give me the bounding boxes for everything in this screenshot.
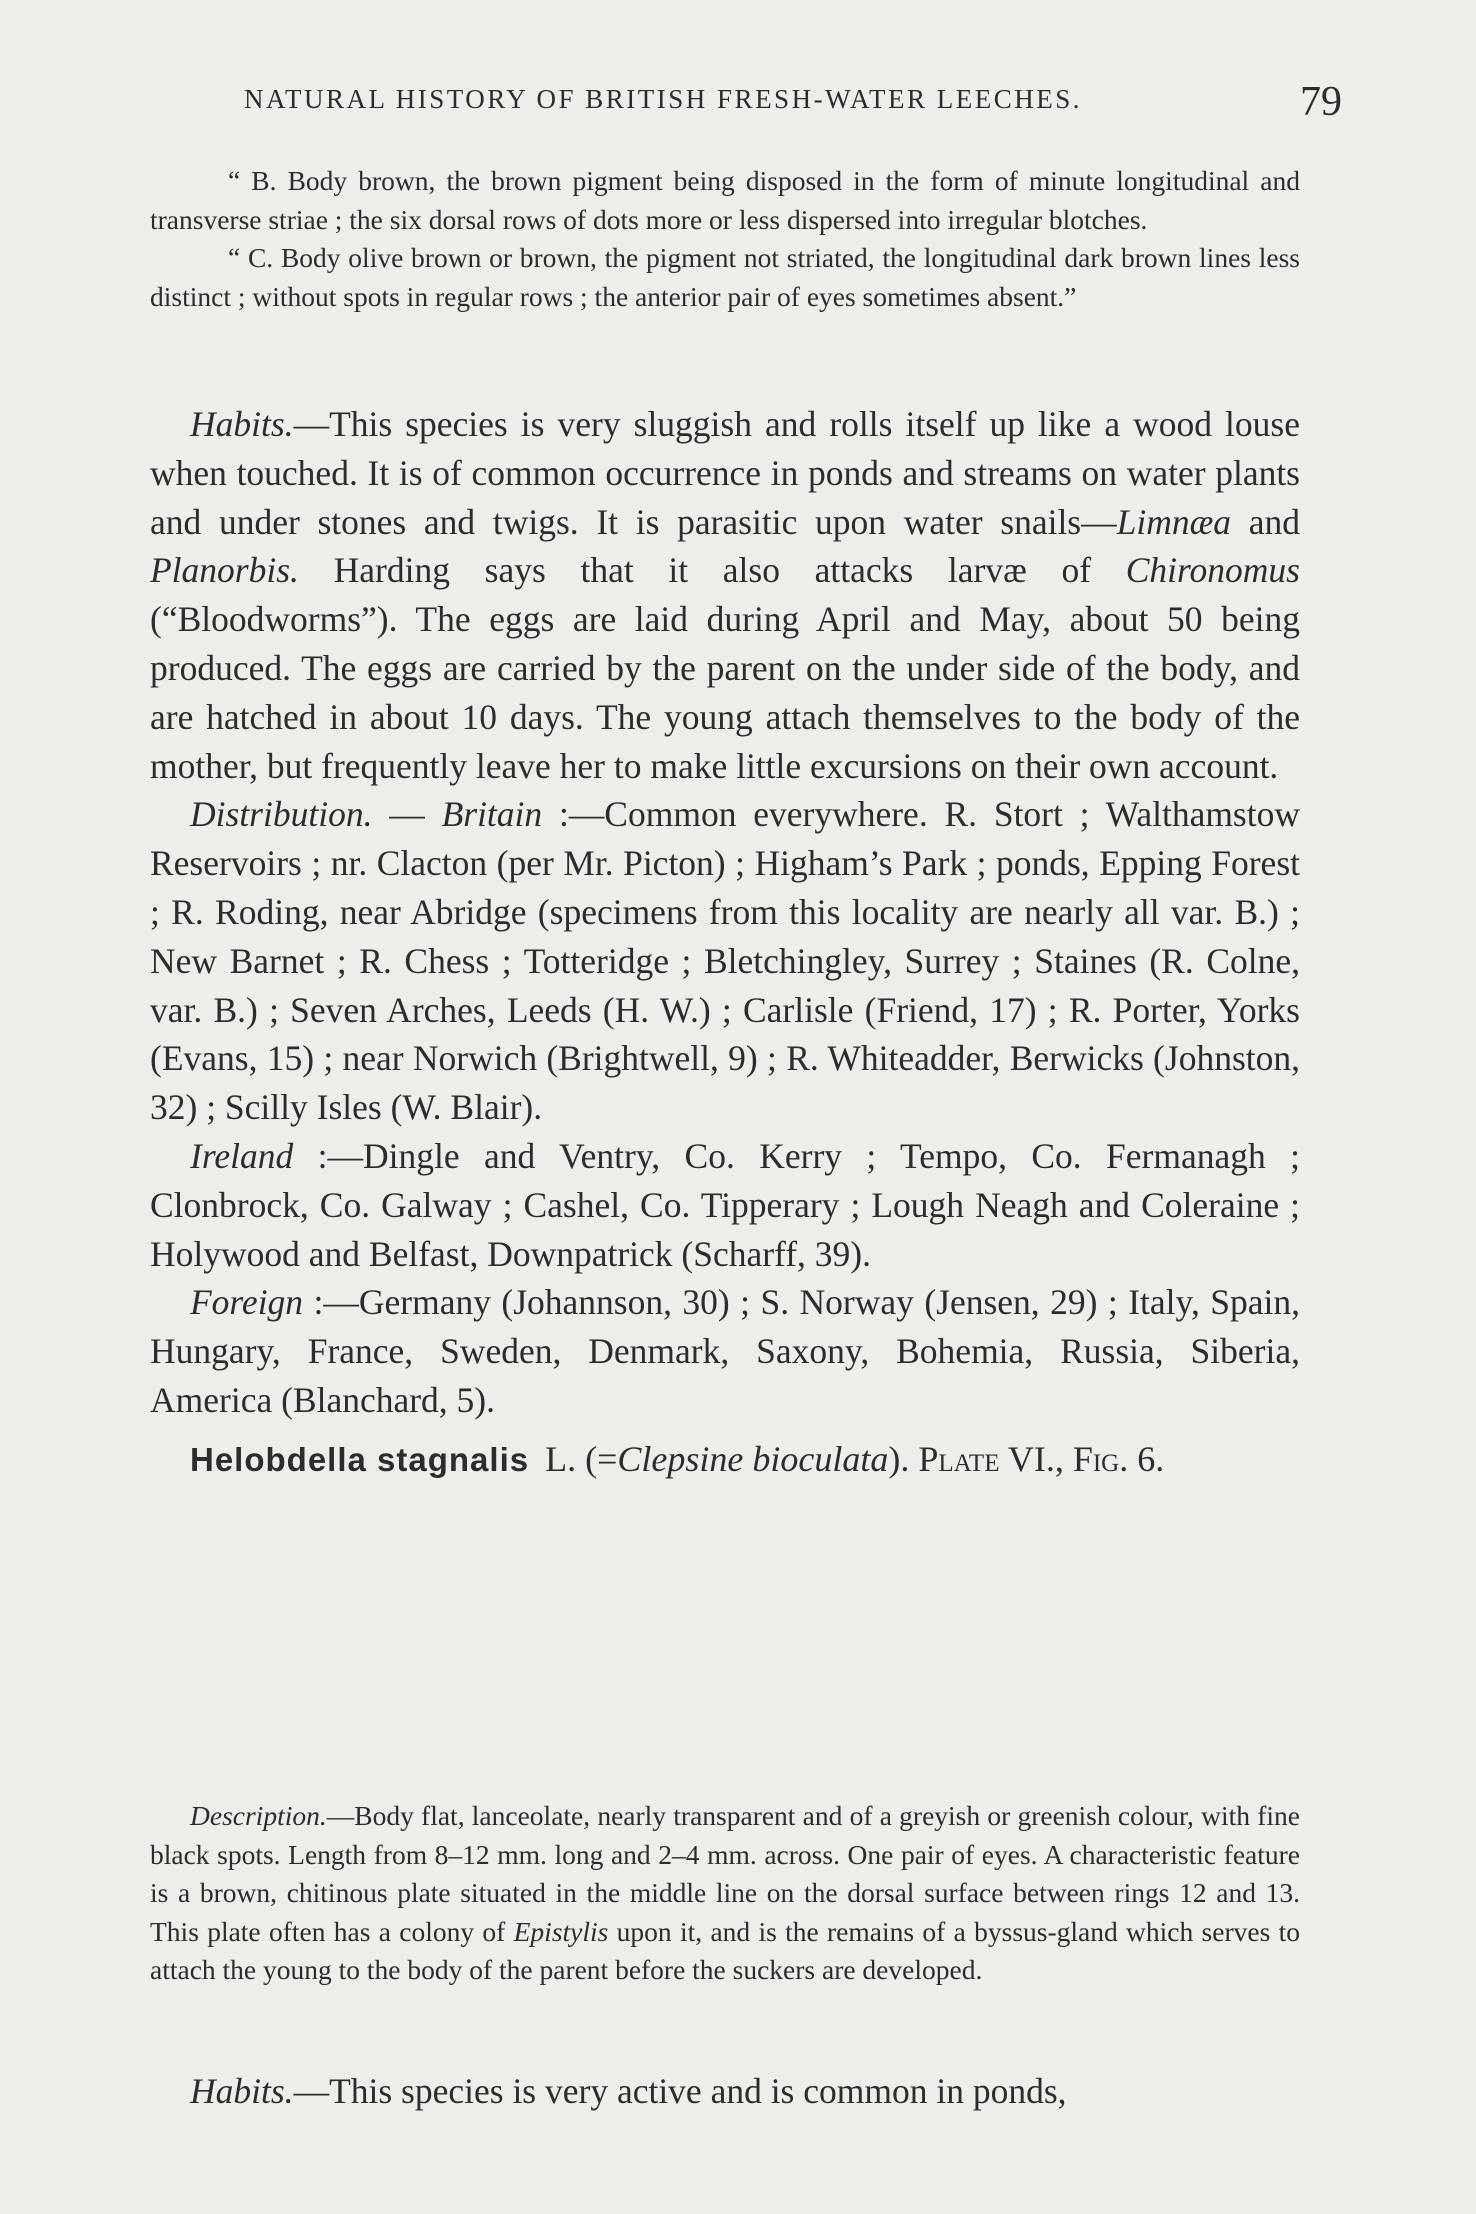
habits2-paragraph: Habits.—This species is very active and is common in ponds, [190,2071,1067,2111]
running-title: NATURAL HISTORY OF BRITISH FRESH-WATER LEECHES. [244,84,1083,114]
variety-c: “ C. Body olive brown or brown, the pigment not striated, the longitudinal dark brown lines less distinct ; without spots in regular rows ; the anterior pair of eyes sometimes absent.” [150,242,1300,312]
spacer [150,1425,1300,1434]
foreign-label: Foreign [190,1282,304,1323]
habits2-section [150,2067,1300,2116]
variety-b: “ B. Body brown, the brown pigment being disposed in the form of minute longitudinal and transverse striae ; the six dorsal rows of dots more or less dispersed into irregular blotches. [150,165,1300,235]
habits-label: Habits. [190,404,294,444]
description-label: Description. [190,1800,327,1831]
britain-label: Britain [441,794,543,835]
varieties-quote [150,162,1300,316]
main-text [150,400,1300,1485]
description-section [150,1797,1300,1990]
distribution-britain: Distribution. — Britain :—Common everywhere. R. Stort ; Walthamstow Reservoirs ; nr. Clacton (per Mr. Picton) ; Higham’s Park ; ponds, Epping Forest ; R. Roding, near Abridge (specimens from this locality are nearly all var. B.) ; New Barnet ; R. Chess ; Totteridge ; Bletchingley, Surrey ; Staines (R. Colne, var. B.) ; Seven Arches, Leeds (H. W.) ; Carlisle (Friend, 17) ; R. Porter, Yorks (Evans, 15) ; near Norwich (Brightwell, 9) ; R. Whiteadder, Berwicks (Johnston, 32) ; Scilly Isles (W. Blair). [150,794,1300,1128]
ireland-label: Ireland [190,1135,294,1176]
species-name: Helobdella stagnalis [190,1440,530,1478]
distribution-ireland: Ireland :—Dingle and Ventry, Co. Kerry ; Tempo, Co. Fermanagh ; Clonbrock, Co. Galway ; Cashel, Co. Tipperary ; Lough Neagh and Coleraine ; Holywood and Belfast, Downpatrick (Scharff, 39). [150,1135,1300,1274]
habits2-label: Habits. [190,2071,294,2111]
page-number: 79 [1300,79,1342,125]
running-header [244,79,1342,134]
plate-reference: Plate VI., Fig. 6. [918,1438,1165,1479]
description-paragraph: Description.—Body flat, lanceolate, nearly transparent and of a greyish or greenish colour, with fine black spots. Length from 8–12 mm. long and 2–4 mm. across. One pair of eyes. A characteristic feature is a brown, chitinous plate situated in the middle line on the dorsal surface between rings 12 and 13. This plate often has a colony of Epistylis upon it, and is the remains of a byssus-gland which serves to attach the young to the body of the parent before the suckers are developed. [150,1800,1300,1985]
synonym: Clepsine bioculata [617,1438,889,1479]
species-heading: Helobdella stagnalis L. (=Clepsine bioculata). Plate VI., Fig. 6. [190,1438,1165,1479]
distribution-foreign: Foreign :—Germany (Johannson, 30) ; S. Norway (Jensen, 29) ; Italy, Spain, Hungary, France, Sweden, Denmark, Saxony, Bohemia, Russia, Siberia, America (Blanchard, 5). [150,1282,1300,1420]
distribution-label: Distribution. [190,794,373,835]
habits-paragraph: Habits.—This species is very sluggish and rolls itself up like a wood louse when touched. It is of common occurrence in ponds and streams on water plants and under stones and twigs. It is parasitic upon water snails—Limnæa and Planorbis. Harding says that it also attacks larvæ of Chironomus (“Bloodworms”). The eggs are laid during April and May, about 50 being produced. The eggs are carried by the parent on the under side of the body, and are hatched in about 10 days. The young attach themselves to the body of the mother, but frequently leave her to make little excursions on their own account. [150,404,1300,786]
